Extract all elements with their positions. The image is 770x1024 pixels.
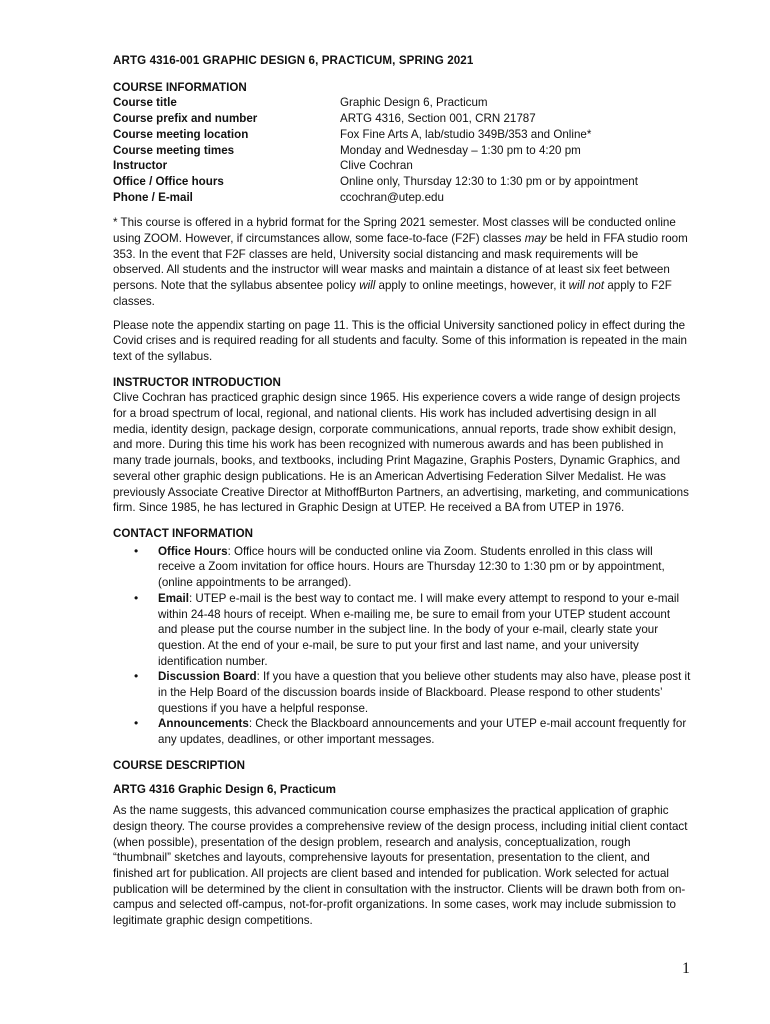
document-title: ARTG 4316-001 GRAPHIC DESIGN 6, PRACTICUM, SPRING 2021 [113,54,474,67]
hybrid-note-text: apply to F2F classes. [113,279,672,308]
contact-item-text: : UTEP e-mail is the best way to contact me. I will make every attempt to respond to your e-mail within 24-48 hours of receipt. When e-mailing me, be sure to email from your UTEP student account and please put the course number in the subject line. In the body of your e-mail, clearly state your question. At the end of your e-mail, be sure to put your first and last name, and your university identification number. [158,591,680,668]
list-item [113,669,691,716]
hybrid-note-text: * This course is offered in a hybrid format for the Spring 2021 semester. Most classes will be conducted online using ZOOM. However, if circumstances allow, some face-to-face (F2F) classes [113,216,676,246]
info-value: Fox Fine Arts A, lab/studio 349B/353 and Online* [340,127,592,141]
hybrid-note-emphasis: will not [568,279,605,293]
list-item [113,716,691,747]
info-label: Course prefix and number [113,112,258,126]
bullet-icon: • [134,716,139,731]
instructor-intro-body: Clive Cochran has practiced graphic design since 1965. His experience covers a wide range of design projects for a broad spectrum of local, regional, and national clients. His work has included advertising design in all media, identity design, package design, corporate communications, annual reports, trade show exhibit design, and more. During this time his work has been recognized with numerous awards and has been published in many trade journals, books, and textbooks, including Print Magazine, Graphis Posters, Dynamic Graphics, and several other graphic design publications. He is an American Advertising Federation Silver Medalist. He was previously Associate Creative Director at MithoffBurton Partners, an advertising, marketing, and communications firm. Since 1985, he has lectured in Graphic Design at UTEP. He received a BA from UTEP in 1976. [113,391,689,515]
appendix-note: Please note the appendix starting on page 11. This is the official University sanctioned policy in effect during the Covid crises and is required reading for all students and faculty. Some of this information is repeated in the main text of the syllabus. [113,318,687,363]
contact-item-label: Office Hours [158,544,228,558]
info-label: Phone / E-mail [113,190,193,204]
bullet-icon: • [134,669,139,684]
contact-item-label: Announcements [158,717,249,731]
contact-item-label: Email [158,591,189,605]
instructor-intro-heading: INSTRUCTOR INTRODUCTION [113,375,281,389]
course-info-heading: COURSE INFORMATION [113,80,247,94]
bullet-icon: • [134,590,139,605]
info-label: Course meeting location [113,127,249,141]
document-body [113,53,691,937]
hybrid-note [113,215,691,309]
contact-heading: CONTACT INFORMATION [113,526,253,540]
contact-item-text: : Check the Blackboard announcements and your UTEP e-mail account frequently for any updates, deadlines, or other important messages. [158,717,687,747]
hybrid-note-emphasis: may [524,232,547,246]
list-item [113,591,691,670]
hybrid-note-text: apply to online meetings, however, it [375,279,569,293]
course-description-heading: COURSE DESCRIPTION [113,758,246,772]
course-description-subheading: ARTG 4316 Graphic Design 6, Practicum [113,782,336,796]
info-label: Office / Office hours [113,174,224,188]
hybrid-note-text: be held in FFA studio room 353. In the event that F2F classes are held, University social distancing and mask requirements will be observed. All students and the instructor will wear masks and maintain a distance of at least six feet between persons. Note that the syllabus absentee policy [113,232,688,293]
info-label: Course meeting times [113,143,235,157]
contact-item-text: : If you have a question that you believe other students may also have, please post it in the Help Board of the discussion boards inside of Blackboard. Please respond to other students’ questions if you have a helpful response. [158,670,691,715]
contact-item-label: Discussion Board [158,670,257,684]
info-value: Online only, Thursday 12:30 to 1:30 pm or by appointment [340,174,638,188]
page-number: 1 [682,960,690,977]
info-value: Graphic Design 6, Practicum [340,96,488,110]
info-value: ccochran@utep.edu [340,190,444,204]
contact-item-text: : Office hours will be conducted online via Zoom. Students enrolled in this class will receive a Zoom invitation for office hours. Hours are Thursday 12:30 to 1:30 pm or by appointment, (online appointments to be arranged). [158,544,665,590]
course-info-table [113,95,691,205]
info-value: Clive Cochran [340,159,413,173]
info-label: Course title [113,96,177,110]
info-label: Instructor [113,159,168,173]
bullet-icon: • [134,543,139,558]
hybrid-note-emphasis: will [359,279,376,293]
info-value: ARTG 4316, Section 001, CRN 21787 [340,112,536,126]
contact-list [113,544,691,748]
info-value: Monday and Wednesday – 1:30 pm to 4:20 pm [340,143,581,157]
course-description-body: As the name suggests, this advanced communication course emphasizes the practical application of graphic design theory. The course provides a comprehensive review of the design process, including initial client contact (when possible), presentation of the design problem, research and analysis, conceptualization, rough “thumbnail” sketches and layouts, comprehensive layouts for presentation, presentation to the client, and finished art for publication. All projects are client based and intended for publication. Work selected for actual publication will be determined by the client in consultation with the instructor. Clients will be drawn both from on-campus and selected off-campus, not-for-profit organizations. In some cases, work may include submission to legitimate graphic design competitions. [113,804,688,928]
list-item [113,544,691,591]
